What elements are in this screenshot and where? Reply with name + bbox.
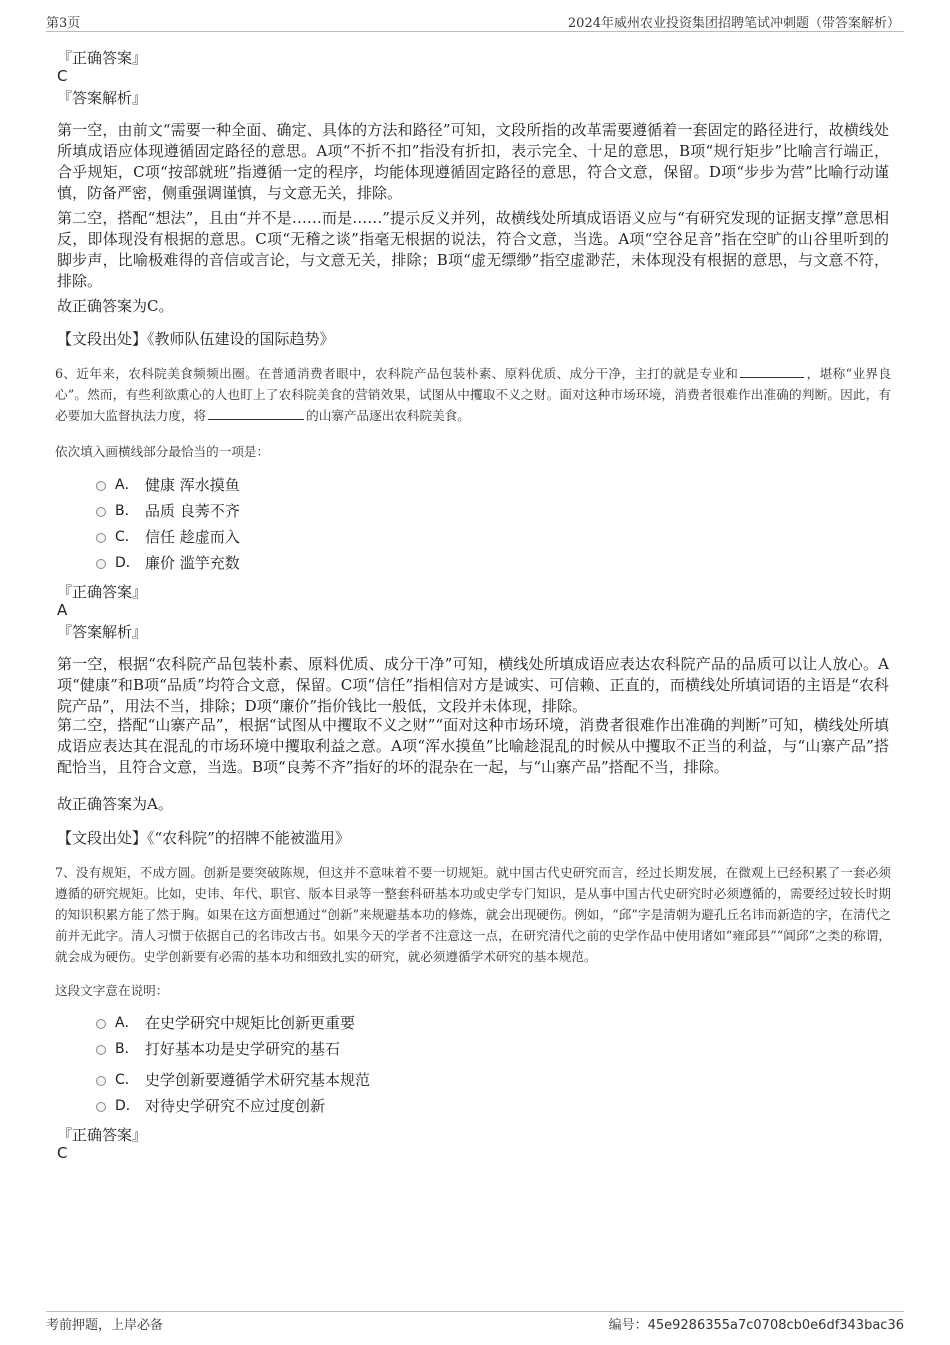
radio-button[interactable] [96, 559, 106, 569]
blank-line [740, 366, 804, 378]
option-d[interactable]: D． 对待史学研究不应过度创新 [96, 1096, 325, 1116]
footer-slogan: 考前押题，上岸必备 [46, 1318, 164, 1333]
question-prompt: 这段文字意在说明： [55, 983, 169, 998]
blank-line [208, 408, 304, 420]
document-title: 2024年威州农业投资集团招聘笔试冲刺题（带答案解析） [567, 16, 900, 31]
source-citation: 【文段出处】《教师队伍建设的国际趋势》 [57, 330, 335, 348]
option-c[interactable]: C． 史学创新要遵循学术研究基本规范 [96, 1070, 370, 1090]
radio-button[interactable] [96, 481, 106, 491]
source-citation: 【文段出处】《“农科院”的招牌不能被滥用》 [57, 829, 350, 847]
analysis-label: 『答案解析』 [57, 89, 148, 107]
radio-button[interactable] [96, 533, 106, 543]
analysis-conclusion: 故正确答案为A。 [57, 795, 173, 813]
question-prompt: 依次填入画横线部分最恰当的一项是： [55, 444, 270, 459]
correct-answer: C [57, 67, 68, 85]
correct-answer-label: 『正确答案』 [57, 583, 148, 601]
radio-button[interactable] [96, 1102, 106, 1112]
analysis-conclusion: 故正确答案为C。 [57, 297, 174, 315]
correct-answer: A [57, 601, 68, 619]
page-number: 第3页 [46, 16, 81, 31]
analysis-paragraph: 第二空，搭配“山寨产品”，根据“试图从中攫取不义之财”“面对这种市场环境，消费者很难作出准确的判断”可知，横线处所填成语应表达其在混乱的市场环境中攫取利益之意。A项“浑水摸鱼”比喻趁混乱的时候从中攫取不正当的利益，与“山寨产品”搭配恰当，且符合文意，当选。B项“良莠不齐”指好的坏的混杂在一起，与“山寨产品”搭配不当，排除。 [57, 716, 889, 776]
analysis-paragraph: 第一空，根据“农科院产品包装朴素、原料优质、成分干净”可知，横线处所填成语应表达农科院产品的品质可以让人放心。A项“健康”和B项“品质”均符合文意，保留。C项“信任”指相信对方是诚实、可信赖、正直的，而横线处所填词语的主语是“农科院产品”，用法不当，排除；D项“廉价”指价钱比一般低，文段并未体现，排除。 [57, 655, 889, 715]
option-d[interactable]: D． 廉价 滥竽充数 [96, 553, 240, 573]
question-stem: 7、没有规矩，不成方圆。创新是要突破陈规，但这并不意味着不要一切规矩。就中国古代史研究而言，经过长期发展，在微观上已经积累了一套必须遵循的研究规矩。比如，史讳、年代、职官、版本目录等一整套科研基本功或史学专门知识，是从事中国古代史研究时必须遵循的，需要经过较长时期的知识积累方能了然于胸。如果在这方面想通过“创新”来规避基本功的修炼，就会出现硬伤。例如，“邱”字是清朝为避孔丘名讳而新造的字，在清代之前并无此字。清人习惯于依据自己的名讳改古书。如果今天的学者不注意这一点，在研究清代之前的史学作品中使用诸如“雍邱县”“阊邱”之类的称谓，就会成为硬伤。史学创新要有必需的基本功和细致扎实的研究，就必须遵循学术研究的基本规范。 [55, 865, 891, 964]
correct-answer-label: 『正确答案』 [57, 1126, 148, 1144]
analysis-label: 『答案解析』 [57, 623, 148, 641]
option-c[interactable]: C． 信任 趁虚而入 [96, 527, 240, 547]
radio-button[interactable] [96, 1045, 106, 1055]
radio-button[interactable] [96, 1019, 106, 1029]
analysis-paragraph: 第一空，由前文“需要一种全面、确定、具体的方法和路径”可知，文段所指的改革需要遵循着一套固定的路径进行，故横线处所填成语应体现遵循固定路径的意思。A项“不折不扣”指没有折扣，表示完全、十足的意思，B项“规行矩步”比喻言行端正，合乎规矩，C项“按部就班”指遵循一定的程序，均能体现遵循固定路径的意思，符合文意，保留。D项“步步为营”比喻行动谨慎，防备严密，侧重强调谨慎，与文意无关，排除。 [57, 121, 889, 202]
radio-button[interactable] [96, 1076, 106, 1086]
option-a[interactable]: A． 在史学研究中规矩比创新更重要 [96, 1013, 355, 1033]
option-b[interactable]: B． 品质 良莠不齐 [96, 501, 240, 521]
question-stem: 6、近年来，农科院美食频频出圈。在普通消费者眼中，农科院产品包装朴素、原料优质、成分干净，主打的就是专业和 ，堪称“业界良心”。然而，有些利欲熏心的人也盯上了农科院美食的营销效果，试图从中攫取不义之财。面对这种市场环境，消费者很难作出准确的判断。因此，有必要加大监督执法力度，将 的山寨产品逐出农科院美食。 [55, 366, 891, 423]
radio-button[interactable] [96, 507, 106, 517]
option-a[interactable]: A． 健康 浑水摸鱼 [96, 475, 240, 495]
correct-answer-label: 『正确答案』 [57, 49, 148, 67]
correct-answer: C [57, 1144, 68, 1162]
page-footer [46, 1311, 904, 1333]
document-code: 编号：45e9286355a7c0708cb0e6df343bac36 [608, 1318, 904, 1333]
analysis-paragraph: 第二空，搭配“想法”，且由“并不是……而是……”提示反义并列，故横线处所填成语语义应与“有研究发现的证据支撑”意思相反，即体现没有根据的意思。C项“无稽之谈”指毫无根据的说法，符合文意，当选。A项“空谷足音”指在空旷的山谷里听到的脚步声，比喻极难得的音信或言论，与文意无关，排除；B项“虚无缥缈”指空虚渺茫，未体现没有根据的意思，与文意不符，排除。 [57, 209, 889, 290]
option-b[interactable]: B． 打好基本功是史学研究的基石 [96, 1039, 340, 1059]
page-header [46, 10, 904, 32]
